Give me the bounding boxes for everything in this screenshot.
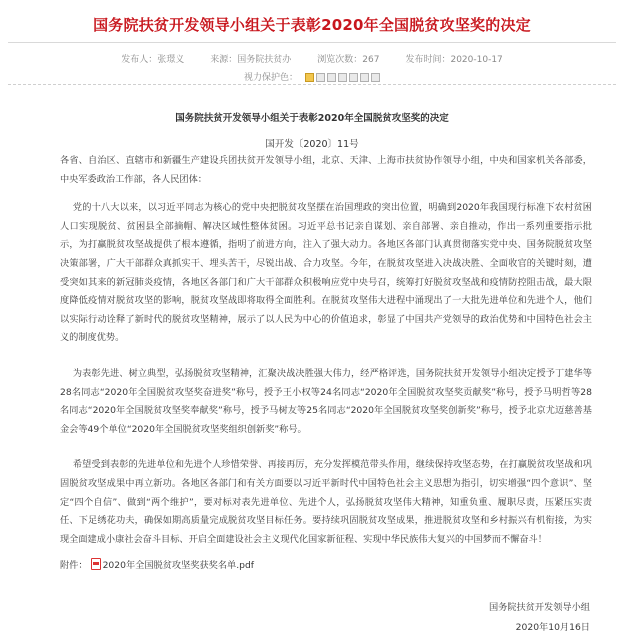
signature-block bbox=[489, 598, 590, 638]
document-number: 国开发〔2020〕11号 bbox=[265, 139, 359, 150]
sign-date: 2020年10月16日 bbox=[515, 622, 590, 633]
eye-protection-swatch[interactable] bbox=[327, 73, 336, 82]
title-divider bbox=[8, 42, 616, 43]
salutation: 各省、自治区、直辖市和新疆生产建设兵团扶贫开发领导小组，北京、天津、上海市扶贫协作领导小组，中央和国家机关各部委，中央军委政治工作部，各人民团体： bbox=[60, 155, 592, 185]
attachment-link[interactable]: 2020年全国脱贫攻坚奖获奖名单.pdf bbox=[102, 560, 255, 571]
meta-date: 发布时间：2020-10-17 bbox=[405, 55, 503, 65]
document-heading: 国务院扶贫开发领导小组关于表彰2020年全国脱贫攻坚奖的决定 bbox=[175, 113, 449, 124]
eye-protection-swatch[interactable] bbox=[371, 73, 380, 82]
body-paragraph-2: 为表彰先进、树立典型，弘扬脱贫攻坚精神，汇聚决战决胜强大伟力，经严格评选，国务院扶贫开发领导小组决定授予丁建华等28名同志“2020年全国脱贫攻坚奖奋进奖”称号，授予王小权等24名同志“2020年全国脱贫攻坚奖贡献奖”称号，授予马明哲等28名同志“2020年全国脱贫攻坚奖奉献奖”称号，授予马树友等25名同志“2020年全国脱贫攻坚奖创新奖”称号，授予北京尤迈慈善基金会等49个单位“2020年全国脱贫攻坚奖组织创新奖”称号。 bbox=[60, 367, 592, 435]
eye-protection-swatch[interactable] bbox=[349, 73, 358, 82]
attachment-label: 附件： bbox=[60, 560, 88, 571]
meta-source: 来源：国务院扶贫办 bbox=[210, 55, 292, 65]
signer: 国务院扶贫开发领导小组 bbox=[488, 602, 590, 613]
page-title: 国务院扶贫开发领导小组关于表彰2020年全国脱贫攻坚奖的决定 bbox=[93, 16, 531, 34]
meta-divider bbox=[8, 84, 616, 85]
eye-protection-swatch[interactable] bbox=[305, 73, 314, 82]
meta-views: 浏览次数：267 bbox=[317, 55, 380, 65]
pdf-icon bbox=[91, 558, 101, 570]
eye-protection-swatch[interactable] bbox=[338, 73, 347, 82]
eye-protection-swatch[interactable] bbox=[316, 73, 325, 82]
body-paragraph-1: 党的十八大以来，以习近平同志为核心的党中央把脱贫攻坚摆在治国理政的突出位置，明确到2020年我国现行标准下农村贫困人口实现脱贫、贫困县全部摘帽、解决区域性整体贫困。习近平总书记亲自谋划、亲自部署、亲自推动，作出一系列重要指示批示，为打赢脱贫攻坚战提供了根本遵循，指明了前进方向，注入了强大动力。各地区各部门认真贯彻落实党中央、国务院脱贫攻坚决策部署，广大干部群众真抓实干、埋头苦干，尽锐出战、合力攻坚。今年，在脱贫攻坚进入决战决胜、全面收官的关键时刻，遭受突如其来的新冠肺炎疫情，各地区各部门和广大干部群众积极响应党中央号召，统筹打好脱贫攻坚战和疫情防控阻击战，最大限度降低疫情对脱贫攻坚的影响，脱贫攻坚战即将取得全面胜利。在脱贫攻坚伟大进程中涌现出了一大批先进单位和先进个人，他们以实际行动诠释了新时代的脱贫攻坚精神，展示了以人民为中心的价值追求，彰显了中国共产党领导的政治优势和中国特色社会主义的制度优势。 bbox=[60, 202, 592, 344]
eye-protection-swatches bbox=[305, 73, 380, 82]
attachment bbox=[60, 557, 254, 571]
document-body bbox=[60, 152, 592, 566]
meta-publisher: 发布人：张璟义 bbox=[121, 55, 185, 65]
meta-bar bbox=[0, 52, 624, 65]
eye-protection-label: 视力保护色： bbox=[244, 73, 299, 83]
eye-protection-swatch[interactable] bbox=[360, 73, 369, 82]
body-paragraph-3: 希望受到表彰的先进单位和先进个人珍惜荣誉、再接再厉，充分发挥模范带头作用，继续保持攻坚态势，在打赢脱贫攻坚战和巩固脱贫攻坚成果中再立新功。各地区各部门和有关方面要以习近平新时代中国特色社会主义思想为指引，切实增强“四个意识”、坚定“四个自信”、做到“两个维护”，要对标对表先进单位、先进个人，弘扬脱贫攻坚伟大精神，知重负重、履职尽责，压紧压实责任、下足绣花功夫，确保如期高质量完成脱贫攻坚目标任务。要持续巩固脱贫攻坚成果，推进脱贫攻坚和乡村振兴有机衔接，为实现全面建成小康社会奋斗目标、开启全面建设社会主义现代化国家新征程、实现中华民族伟大复兴的中国梦而不懈奋斗！ bbox=[60, 459, 592, 545]
eye-protection-color bbox=[0, 70, 624, 83]
